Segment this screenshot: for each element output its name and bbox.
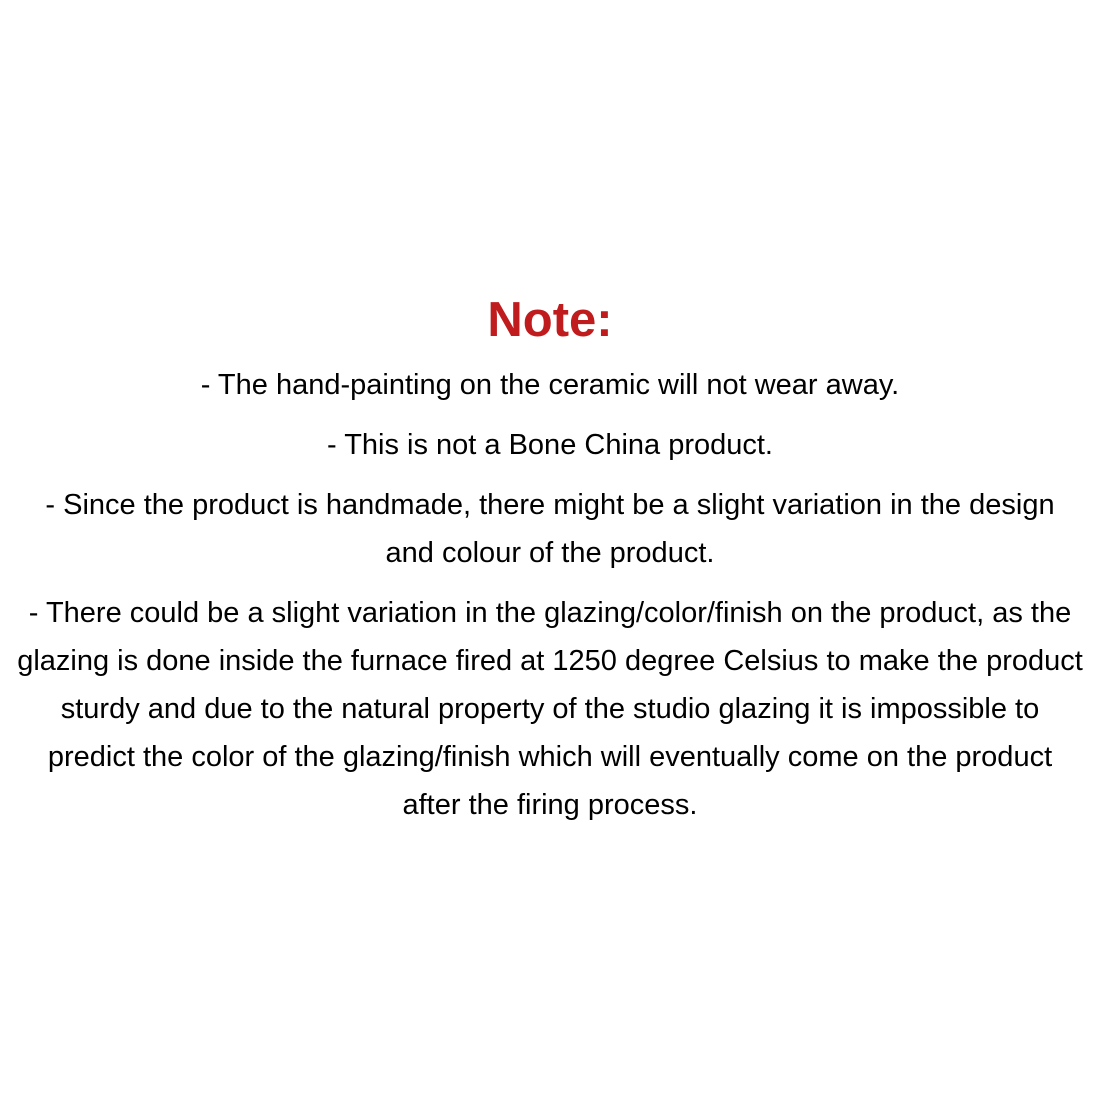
note-item-bone-china: - This is not a Bone China product. (327, 429, 773, 461)
note-item-glazing-variation: - There could be a slight variation in the glazing/color/finish on the product, as the glazing is done inside the furnace fired at 1250 degree Celsius to make the product sturdy and due to the natural property of the studio glazing it is impossible to predict the color of the glazing/finish which will eventually come on the product after the firing process. (17, 597, 1083, 821)
note-item-hand-painting: - The hand-painting on the ceramic will not wear away. (200, 369, 900, 401)
note-item-handmade-variation: - Since the product is handmade, there might be a slight variation in the design and colour of the product. (45, 489, 1055, 569)
note-block (16, 0, 1084, 829)
note-title: Note: (487, 293, 613, 347)
